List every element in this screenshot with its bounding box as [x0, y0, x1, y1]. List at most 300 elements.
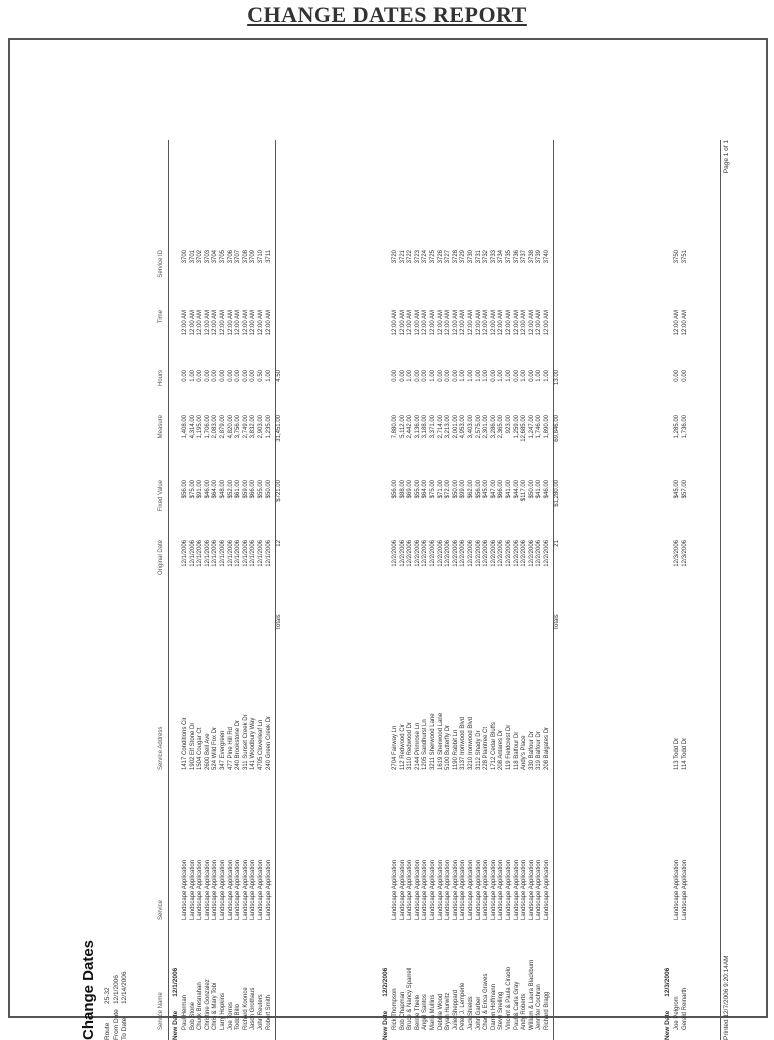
table-cell: 0.00 [227, 370, 234, 382]
table-cell: $75.00 [189, 480, 196, 499]
table-cell: 0.00 [212, 370, 219, 382]
report-page [8, 38, 768, 1040]
table-cell: 1,890.00 [543, 415, 550, 439]
table-cell: $72.00 [445, 480, 452, 499]
table-cell: 12:00 AM [490, 310, 497, 336]
table-cell: 3,188.00 [422, 415, 429, 439]
table-cell: 12:00 AM [467, 310, 474, 336]
table-cell: Angel Santos [422, 994, 429, 1030]
table-cell: 12/2/2006 [513, 540, 520, 567]
table-row [212, 140, 220, 1040]
table-cell: 3733 [490, 250, 497, 264]
table-cell: 3211 Sherwood Lane [429, 713, 436, 770]
table-cell: 12/2/2006 [521, 540, 528, 567]
table-cell: 12/2/2006 [467, 540, 474, 567]
table-cell: $50.00 [452, 480, 459, 499]
table-cell: 12:00 AM [528, 310, 535, 336]
table-row [266, 140, 274, 1040]
table-cell: 12:00 AM [445, 310, 452, 336]
table-cell: $50.00 [265, 480, 272, 499]
printed-label: Printed [723, 1019, 730, 1040]
col-measure: Measure [158, 415, 164, 439]
table-cell: 12:00 AM [219, 310, 226, 336]
table-cell: 1504 Cougar Ct [197, 727, 204, 770]
table-cell: 12:00 AM [407, 310, 414, 336]
table-cell: 524 Wild Fox Dr [212, 726, 219, 770]
table-cell: Landscape Application [197, 859, 204, 920]
table-cell: 3704 [212, 250, 219, 264]
table-cell: 12:00 AM [392, 310, 398, 336]
table-cell: 1619 Sherwood Lane [437, 712, 444, 770]
table-cell: Christine Gonzalez [204, 979, 211, 1030]
table-cell: 0.00 [399, 370, 406, 382]
table-cell: 330 Balfour Dr [528, 731, 535, 770]
table-cell: 1.00 [543, 370, 550, 382]
table-cell: 3710 [257, 250, 264, 264]
table-cell: 2,714.00 [437, 415, 444, 439]
table-cell: 3737 [521, 250, 528, 264]
table-cell: $56.00 [182, 480, 188, 499]
table-cell: 114 Todd Dr [681, 737, 688, 770]
table-cell: Gerald Reinarth [681, 987, 688, 1030]
table-cell: Landscape Application [227, 859, 234, 920]
table-cell: 1.00 [429, 370, 436, 382]
table-cell: William & Laura Blackburn [528, 959, 535, 1030]
table-row [422, 140, 430, 1040]
param-route: Route 25-32 [104, 987, 111, 1040]
table-cell: 0.00 [219, 370, 226, 382]
totals-row [275, 140, 287, 1040]
table-cell: 3734 [498, 250, 505, 264]
table-cell: 2,083.00 [212, 415, 219, 439]
table-cell: 0.00 [242, 370, 249, 382]
col-service-name: Service Name [158, 992, 164, 1030]
table-cell: Landscape Application [407, 859, 414, 920]
table-cell: 2,575.00 [475, 415, 482, 439]
table-row [392, 140, 400, 1040]
table-cell: Darren Hoffmann [490, 984, 497, 1030]
table-cell: 12:00 AM [204, 310, 211, 336]
table-cell: 12:00 AM [257, 310, 264, 336]
date-group [172, 140, 287, 1040]
table-cell: Landscape Application [204, 859, 211, 920]
table-cell: 12/1/2006 [219, 540, 226, 567]
table-cell: $75.00 [429, 480, 436, 499]
table-cell: $55.00 [414, 480, 421, 499]
table-cell: Landscape Application [498, 859, 505, 920]
table-cell: Landscape Application [452, 859, 459, 920]
totals-hours: 4.50 [276, 370, 283, 382]
table-row [438, 140, 446, 1040]
table-cell: $44.00 [513, 480, 520, 499]
group-date: 12/3/2006 [664, 967, 671, 997]
date-group [382, 140, 565, 1040]
table-cell: 3729 [460, 250, 467, 264]
totals-label: Totals [276, 614, 283, 630]
table-cell: 3,403.00 [467, 415, 474, 439]
table-cell: 12/3/2006 [681, 540, 688, 567]
table-row [445, 140, 453, 1040]
table-cell: 3725 [429, 250, 436, 264]
table-cell: 12/1/2006 [182, 540, 188, 567]
table-cell: Landscape Application [521, 859, 528, 920]
table-cell: 2,301.00 [483, 415, 490, 439]
table-cell: 3700 [182, 250, 188, 264]
table-cell: 3705 [219, 250, 226, 264]
table-cell: 0.00 [490, 370, 497, 382]
table-cell: 1.00 [521, 370, 528, 382]
table-cell: 12/1/2006 [204, 540, 211, 567]
table-cell: $46.00 [204, 480, 211, 499]
totals-row [553, 140, 565, 1040]
group-header [382, 140, 392, 1040]
table-cell: 3731 [475, 250, 482, 264]
table-cell: 12/1/2006 [189, 540, 196, 567]
table-cell: Landscape Application [250, 859, 257, 920]
table-cell: 12/2/2006 [543, 540, 550, 567]
table-cell: 3722 [407, 250, 414, 264]
table-cell: 12/2/2006 [392, 540, 398, 567]
table-row [521, 140, 529, 1040]
totals-label: Totals [554, 614, 561, 630]
table-cell: 12/2/2006 [422, 540, 429, 567]
report-title: Change Dates [80, 939, 97, 1040]
table-cell: 1,285.00 [674, 415, 680, 439]
totals-fixed-value: $721.00 [276, 480, 283, 502]
table-row [514, 140, 522, 1040]
table-cell: 12/2/2006 [483, 540, 490, 567]
table-cell: John Garber [475, 996, 482, 1030]
table-cell: Andy Roberts [521, 993, 528, 1030]
table-row [190, 140, 198, 1040]
table-cell: Landscape Application [212, 859, 219, 920]
report-parameters [104, 971, 130, 1040]
table-cell: 12:00 AM [505, 310, 512, 336]
table-cell: $47.00 [490, 480, 497, 499]
table-cell: 3,286.00 [490, 415, 497, 439]
table-cell: 3728 [452, 250, 459, 264]
table-cell: 1417 Conditions Cir [182, 717, 188, 770]
table-cell: 0.00 [445, 370, 452, 382]
group-label: New Date [664, 1010, 671, 1040]
table-cell: 1.00 [483, 370, 490, 382]
table-cell: Landscape Application [265, 859, 272, 920]
table-cell: 208 Balgates Dr [543, 726, 550, 770]
table-cell: 923.00 [505, 415, 512, 434]
table-cell: 12/3/2006 [674, 540, 680, 567]
table-cell: 3736 [513, 250, 520, 264]
table-cell: 3,832.00 [250, 415, 257, 439]
group-header [172, 140, 182, 1040]
col-service-address: Service Address [158, 726, 164, 770]
table-cell: 12/2/2006 [399, 540, 406, 567]
table-cell: Julie Sheppard [452, 989, 459, 1030]
table-cell: 12/1/2006 [227, 540, 234, 567]
table-cell: 1190 Rabbit Ln [452, 729, 459, 770]
table-row [544, 140, 552, 1040]
group-date: 12/2/2006 [382, 967, 389, 997]
table-cell: 113 Todd Dr [674, 737, 680, 770]
table-cell: 0.00 [235, 370, 242, 382]
param-to-date: To Date 12/14/2006 [121, 971, 128, 1040]
table-row [415, 140, 423, 1040]
table-cell: $41.00 [536, 480, 543, 499]
table-cell: 2,903.00 [257, 415, 264, 439]
table-cell: $91.00 [197, 480, 204, 499]
table-cell: 3112 Shady Dr [475, 730, 482, 770]
table-cell: 3110 Redwood Dr [407, 722, 414, 770]
table-cell: Chris & Mary Tobi [212, 982, 219, 1030]
table-cell: $56.00 [392, 480, 398, 499]
table-cell: 208 Antares Dr [498, 729, 505, 770]
table-cell: 1,408.00 [182, 415, 188, 439]
table-cell: 1.00 [467, 370, 474, 382]
table-cell: 0.00 [513, 370, 520, 382]
table-cell: 2144 Primrose Ln [414, 722, 421, 770]
table-cell: 12/1/2006 [212, 540, 219, 567]
table-cell: 1,195.00 [197, 415, 204, 439]
table-cell: 1,736.00 [681, 415, 688, 439]
table-cell: Landscape Application [219, 859, 226, 920]
table-cell: 3720 [392, 250, 398, 264]
table-cell: 319 Balfour Dr [536, 731, 543, 770]
table-row [460, 140, 468, 1040]
table-row [536, 140, 544, 1040]
table-cell: 1,235.00 [265, 415, 272, 439]
table-cell: 141 Woodbury Way [250, 717, 257, 770]
table-cell: 12:00 AM [452, 310, 459, 336]
totals-fixed-value: $1,280.00 [554, 480, 561, 507]
table-cell: 12/2/2006 [437, 540, 444, 567]
table-cell: John Reuters [257, 994, 264, 1030]
printed-value: 12/7/2006 9:20:14AM [723, 955, 730, 1018]
table-cell: 12/2/2006 [505, 540, 512, 567]
table-cell: 1902 Elf Stone Dr [189, 722, 196, 770]
table-cell: 0.00 [422, 370, 429, 382]
table-cell: Rick Thompson [392, 988, 398, 1030]
table-cell: Steve Snelling [498, 991, 505, 1030]
table-cell: 1.00 [498, 370, 505, 382]
table-cell: 12:00 AM [429, 310, 436, 336]
table-row [220, 140, 228, 1040]
table-cell: Landscape Application [483, 859, 490, 920]
table-cell: 12:00 AM [498, 310, 505, 336]
table-cell: 3739 [536, 250, 543, 264]
table-cell: Landscape Application [437, 859, 444, 920]
table-cell: 7,880.00 [392, 415, 398, 439]
table-row [205, 140, 213, 1040]
table-cell: 240 Brookstone Dr [235, 719, 242, 770]
table-cell: $64.00 [422, 480, 429, 499]
table-cell: Richard Bragg [543, 991, 550, 1030]
table-cell: 1.00 [475, 370, 482, 382]
table-cell: Richard Koonce [242, 987, 249, 1030]
table-row [682, 140, 690, 1040]
table-cell: Paul Herman [182, 994, 188, 1030]
table-cell: 12/2/2006 [407, 540, 414, 567]
table-cell: 12:00 AM [460, 310, 467, 336]
table-cell: Joe Pelgrom [674, 996, 680, 1030]
table-cell: 3,136.00 [414, 415, 421, 439]
report-footer [720, 140, 730, 1040]
table-cell: 12:00 AM [235, 310, 242, 336]
table-cell: Landscape Application [681, 859, 688, 920]
table-cell: Andy's Place [521, 735, 528, 770]
table-cell: 12:00 AM [483, 310, 490, 336]
table-cell: 5100 Butterfly Dr [445, 724, 452, 770]
table-cell: 12/1/2006 [250, 540, 257, 567]
table-cell: Landscape Application [674, 859, 680, 920]
group-header [664, 140, 674, 1040]
table-row [235, 140, 243, 1040]
table-cell: 12:00 AM [414, 310, 421, 336]
table-cell: $48.00 [219, 480, 226, 499]
table-cell: 228 Plaintree Ct [483, 726, 490, 770]
table-cell: 4,314.00 [189, 415, 196, 439]
table-cell: Debbie Wood [437, 993, 444, 1030]
col-service: Service [158, 899, 164, 920]
table-cell: $56.00 [475, 480, 482, 499]
table-cell: 3706 [227, 250, 234, 264]
totals-measure: 69,846.00 [554, 415, 561, 442]
table-cell: 2704 Fairway Ln [392, 725, 398, 770]
table-cell: Jack Shields [467, 996, 474, 1030]
table-cell: 3726 [437, 250, 444, 264]
table-cell: 12:00 AM [437, 310, 444, 336]
table-cell: $41.00 [505, 480, 512, 499]
table-cell: 477 Pine Hill Rd [227, 726, 234, 770]
table-row [250, 140, 258, 1040]
table-cell: Jason Grothaus [250, 987, 257, 1030]
table-cell: 1.00 [407, 370, 414, 382]
table-cell: Landscape Application [543, 859, 550, 920]
table-cell: Landscape Application [189, 859, 196, 920]
table-cell: 3137 Ironwood Blvd [460, 716, 467, 770]
table-cell: 12:00 AM [543, 310, 550, 336]
table-cell: Landscape Application [475, 859, 482, 920]
table-cell: Landscape Application [467, 859, 474, 920]
table-cell: 0.00 [674, 370, 680, 382]
table-cell: 12/1/2006 [235, 540, 242, 567]
group-date: 12/1/2006 [172, 967, 179, 997]
table-cell: 12:00 AM [399, 310, 406, 336]
table-cell: $99.00 [460, 480, 467, 499]
table-cell: Maria Mullins [429, 994, 436, 1030]
table-cell: Vincent & Paula Ciraolo [505, 966, 512, 1030]
document-title: CHANGE DATES REPORT [247, 2, 527, 27]
table-cell: Bruce & Nancy Sparrell [407, 967, 414, 1030]
totals-count: 12 [276, 540, 283, 547]
table-cell: 1.00 [265, 370, 272, 382]
table-cell: 2,442.00 [407, 415, 414, 439]
table-cell: 1712 Cedar Bluffs [490, 722, 497, 770]
table-cell: 12/2/2006 [414, 540, 421, 567]
table-cell: 1,247.00 [528, 415, 535, 439]
table-row [483, 140, 491, 1040]
table-cell: 3707 [235, 250, 242, 264]
table-cell: 4,953.00 [460, 415, 467, 439]
table-cell: 3701 [189, 250, 196, 264]
table-cell: 3,213.00 [445, 415, 452, 439]
table-cell: 12/2/2006 [528, 540, 535, 567]
table-cell: Landscape Application [235, 859, 242, 920]
totals-measure: 31,451.00 [276, 415, 283, 442]
table-row [258, 140, 266, 1040]
table-cell: 12:00 AM [475, 310, 482, 336]
table-cell: Landscape Application [505, 859, 512, 920]
table-cell: 12:00 AM [250, 310, 257, 336]
table-cell: $62.00 [467, 480, 474, 499]
col-time: Time [158, 310, 164, 324]
table-cell: Landscape Application [490, 859, 497, 920]
table-cell: 0.00 [204, 370, 211, 382]
table-cell: $64.00 [212, 480, 219, 499]
table-row [400, 140, 408, 1040]
table-cell: Todd Billo [235, 1003, 242, 1030]
table-cell: 240 Green Creek Dr [265, 715, 272, 770]
table-cell: 12:00 AM [513, 310, 520, 336]
table-row [529, 140, 537, 1040]
table-cell: 3738 [528, 250, 535, 264]
table-cell: $69.00 [407, 480, 414, 499]
table-cell: 12:00 AM [197, 310, 204, 336]
table-cell: 112 Redwood Cir [399, 724, 406, 770]
table-cell: $71.00 [437, 480, 444, 499]
table-cell: 12/2/2006 [460, 540, 467, 567]
table-cell: Bernie Thiele [414, 994, 421, 1030]
table-cell: 12:00 AM [227, 310, 234, 336]
table-cell: Bryan Hurwitz [445, 992, 452, 1030]
group-label: New Date [172, 1010, 179, 1040]
table-row [182, 140, 190, 1040]
table-cell: 1,259.00 [513, 415, 520, 439]
table-cell: 3751 [681, 250, 688, 264]
table-cell: $57.00 [681, 480, 688, 499]
totals-count: 21 [554, 540, 561, 547]
table-cell: 3702 [197, 250, 204, 264]
table-cell: 3711 [265, 250, 272, 263]
table-row [498, 140, 506, 1040]
date-group [664, 140, 689, 1040]
table-cell: Landscape Application [182, 859, 188, 920]
table-row [468, 140, 476, 1040]
table-cell: 12:00 AM [422, 310, 429, 336]
table-cell: 3721 [399, 250, 406, 264]
table-cell: 0.00 [528, 370, 535, 382]
table-cell: Chad & Erica Graves [483, 973, 490, 1030]
table-cell: 1.00 [536, 370, 543, 382]
page-number: Page 1 of 1 [723, 140, 730, 174]
table-cell: 2,001.00 [452, 415, 459, 439]
table-cell: $117.00 [521, 480, 528, 502]
table-cell: 12/2/2006 [498, 540, 505, 567]
table-row [243, 140, 251, 1040]
table-cell: 3708 [242, 250, 249, 264]
table-cell: Larry Hopkins [219, 992, 226, 1030]
table-cell: 4,820.00 [227, 415, 234, 439]
table-cell: 3740 [543, 250, 550, 264]
table-cell: 1.00 [189, 370, 196, 382]
table-cell: 1,746.00 [536, 415, 543, 439]
table-cell: 12/2/2006 [452, 540, 459, 567]
table-cell: 119 Fieldcrest Dr [505, 724, 512, 770]
table-cell: 2,365.00 [498, 415, 505, 439]
table-cell: $66.00 [250, 480, 257, 499]
table-row [491, 140, 499, 1040]
param-from-date: From Date 12/1/2006 [112, 975, 120, 1040]
col-hours: Hours [158, 370, 164, 387]
table-cell: 1205 Sandhurst Ln [422, 719, 429, 770]
